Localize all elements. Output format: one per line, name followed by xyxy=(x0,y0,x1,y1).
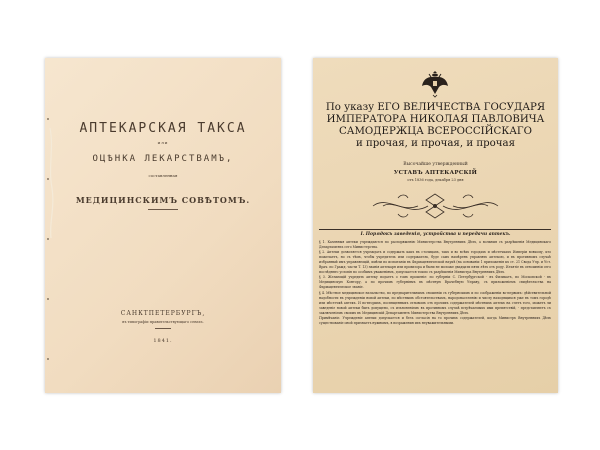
section-title: I. Порядокъ заведенія, устройства и передачи аптекъ. xyxy=(360,232,511,237)
paragraph: Примѣчаніе. Учрежденіе аптеки допускается и безъ согласія на то прочихъ содержателей, когда Министръ Внутреннихъ Дѣлъ существованіе оной признаетъ нужнымъ, в возражения ихъ неуважительными. xyxy=(319,315,551,325)
author-name: МЕДИЦИНСКИМЪ СОВѢТОМЪ. xyxy=(75,195,251,205)
section-rule xyxy=(319,229,551,230)
imperial-eagle-icon xyxy=(421,68,449,98)
heading-line: САМОДЕРЖЦА ВСЕРОССІЙСКАГО xyxy=(338,126,533,137)
statute-title: УСТАВЪ АПТЕКАРСКІЙ xyxy=(393,170,478,176)
statute-page xyxy=(313,58,558,393)
approved-label: Высочайше утвержденный xyxy=(403,162,468,167)
binding-hole xyxy=(47,118,49,120)
book-subtitle: ОЦѢНКА ЛЕКАРСТВАМЪ, xyxy=(92,154,234,164)
paragraph: § 1. Казенныя аптеки учреждаются по распоряженію Министерства Внутреннихъ Дѣлъ, а вольныя съ разрѣшенія Медицинскаго Департамента сего Министерства. xyxy=(319,240,551,249)
binding-hole xyxy=(47,358,49,360)
decorative-ornament-icon xyxy=(368,186,503,226)
binding-hole xyxy=(47,238,49,240)
paragraph: § 4. Мѣстное медицинское начальство, по предварительнымъ сношеніи съ губернскимъ и по соображеніи во-первыхъ: дѣйствительной надобности въ учрежденіи новой аптеки, по мѣстнымъ обстоятельствамъ, народонаселенію и числу находящихся уже въ томъ городѣ или мѣстечкѣ аптекъ. И во-вторыхъ, посвященныхъ отзывомъ отъ прочихъ содержателей мѣстныхъ аптекъ на счетъ того, можетъ ли заведеніе новой аптеки быть допущено, съ изъясненіемъ въ противномъ случаѣ встрѣчаемыхъ ими препятствій, - представляетъ съ заключеніемъ своимъ въ Медицинскій Департаментъ Министерства Внутреннихъ Дѣлъ. xyxy=(319,290,551,315)
heading-line: и прочая, и прочая, и прочая xyxy=(355,138,516,149)
author-prefix: составленная xyxy=(148,173,178,178)
printer-line: въ типографіи правительствующаго сената. xyxy=(122,320,204,324)
publication-city: САНКТПЕТЕРБУРГЪ, xyxy=(120,310,206,317)
statute-text xyxy=(319,240,551,326)
title-page xyxy=(45,58,281,393)
heading-line: ИМПЕРАТОРА НИКОЛАЯ ПАВЛОВИЧА xyxy=(326,114,545,125)
divider xyxy=(155,328,171,329)
heading-line: По указу ЕГО ВЕЛИЧЕСТВА ГОСУДАРЯ xyxy=(325,102,546,113)
binding-hole xyxy=(47,298,49,300)
decree-heading xyxy=(319,102,552,150)
book-title: АПТЕКАРСКАЯ ТАКСА xyxy=(79,121,247,136)
title-or: или xyxy=(157,140,169,145)
publication-year: 1841. xyxy=(153,338,173,344)
paragraph: § 3. Желающій учредить аптеку подаетъ о томъ прошеніе: по губерніи С. Петербургской - въ Физикатъ, по Московской - въ Медицинскую Контору, а по прочимъ губерніямъ въ мѣстную Врачебную Управу, съ приложеніемъ свидѣтельства на Фармацевтическое званіе. xyxy=(319,275,551,290)
divider xyxy=(148,209,178,210)
paragraph: § 2. Аптеки дозволяется учреждать и содержать какъ въ столицахъ, такъ и во всѣхъ городахъ и мѣстечкахъ Имперіи всякому, кто пожелаетъ, но съ тѣмъ, чтобы учредитель или содержатель, буде самъ намѣренъ управлять аптекою, и въ противномъ случаѣ избранный имъ управляющій, имѣли по испытаніи въ Фармацевтической наукѣ (на основаніи 1 приложенія къ ст. 21 Свода Учр. и Уст. Врач. по Гражд. части Т. 13) званія аптекаря или провизора и были не моложе двадцати пяти лѣтъ отъ роду. Изъятіе въ отношеніи сего послѣдняго условія по особымъ уваженіямъ, допускается токмо съ разрѣшенія Министра Внутреннихъ Дѣлъ. xyxy=(319,250,551,275)
statute-date: отъ 1836 года, декабря 23 дня xyxy=(407,178,464,182)
